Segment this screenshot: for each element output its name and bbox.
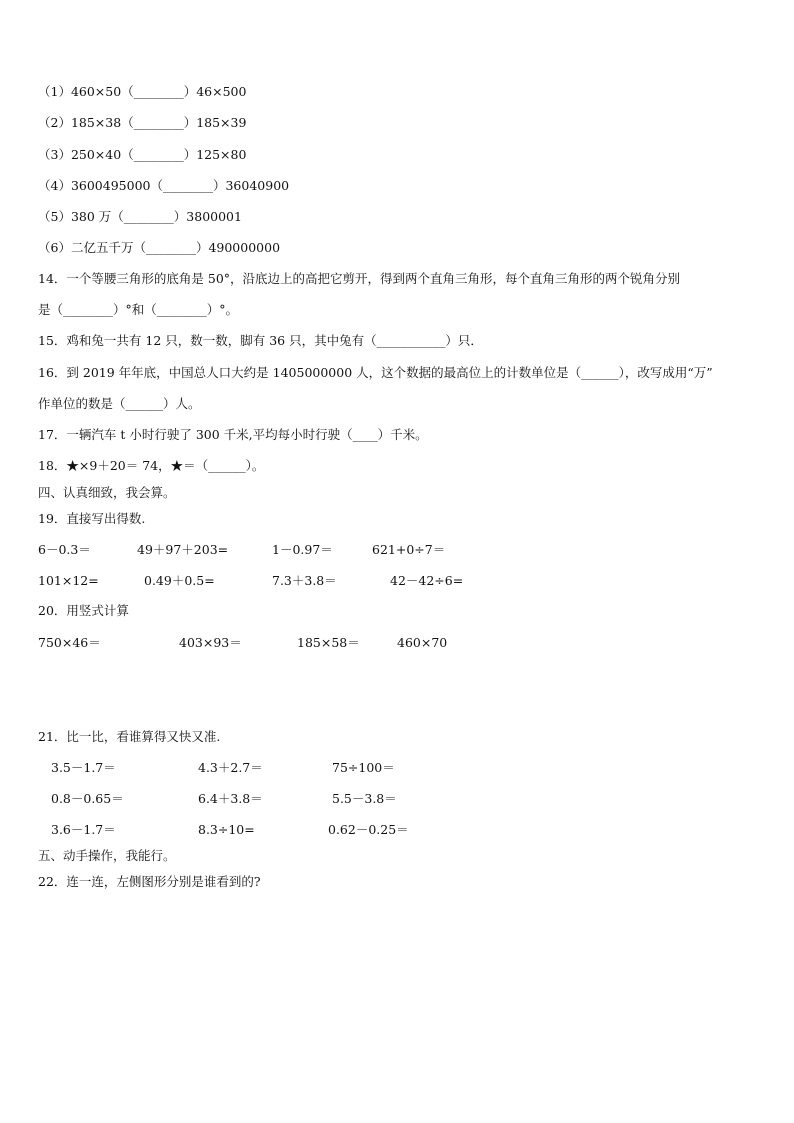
q19-cell: 49＋97＋203= — [137, 542, 229, 557]
question-14-line-2: 是（________）°和（________）°。 — [38, 302, 239, 317]
q19-cell: 101×12= — [38, 573, 99, 588]
q20-item: 750×46＝ — [38, 635, 101, 650]
q20-item: 460×70 — [397, 635, 448, 650]
q21-cell: 75÷100＝ — [332, 760, 395, 775]
q21-cell: 4.3＋2.7＝ — [198, 760, 263, 775]
q19-cell: 1－0.97＝ — [272, 542, 333, 557]
q21-cell: 8.3÷10= — [198, 822, 255, 837]
q21-cell: 0.62－0.25＝ — [328, 822, 409, 837]
question-22: 22．连一连，左侧图形分别是谁看到的? — [38, 874, 261, 889]
q19-cell: 7.3＋3.8＝ — [272, 573, 337, 588]
q21-cell: 6.4＋3.8＝ — [198, 791, 263, 806]
q21-cell: 3.5－1.7＝ — [51, 760, 116, 775]
question-14-line-1: 14．一个等腰三角形的底角是 50°，沿底边上的高把它剪开，得到两个直角三角形，每个直角三角形的两个锐角分别 — [38, 271, 681, 286]
q21-cell: 5.5－3.8＝ — [332, 791, 397, 806]
q19-cell: 0.49＋0.5= — [144, 573, 215, 588]
question-19-title: 19．直接写出得数. — [38, 511, 146, 526]
q19-cell: 42－42÷6= — [390, 573, 464, 588]
q19-cell: 6－0.3＝ — [38, 542, 91, 557]
question-20-title: 20．用竖式计算 — [38, 603, 129, 618]
q21-cell: 3.6－1.7＝ — [51, 822, 116, 837]
q20-item: 185×58＝ — [297, 635, 360, 650]
compare-item-3: （3）250×40（________）125×80 — [38, 147, 247, 162]
compare-item-6: （6）二亿五千万（________）490000000 — [38, 240, 281, 255]
compare-item-2: （2）185×38（________）185×39 — [38, 115, 247, 130]
q20-item: 403×93＝ — [179, 635, 242, 650]
question-15: 15．鸡和兔一共有 12 只，数一数，脚有 36 只，其中兔有（___________）只． — [38, 333, 483, 348]
question-16-line-2: 作单位的数是（______）人。 — [38, 396, 201, 411]
q21-cell: 0.8－0.65＝ — [51, 791, 124, 806]
compare-item-5: （5）380 万（________）3800001 — [38, 209, 242, 224]
q19-cell: 621+0÷7＝ — [372, 542, 446, 557]
section-4-heading: 四、认真细致，我会算。 — [38, 485, 176, 500]
question-21-title: 21．比一比，看谁算得又快又准. — [38, 729, 221, 744]
compare-item-1: （1）460×50（________）46×500 — [38, 84, 247, 99]
question-18: 18．★×9＋20＝ 74，★＝（______）。 — [38, 458, 265, 473]
compare-item-4: （4）3600495000（________）36040900 — [38, 178, 290, 193]
question-16-line-1: 16．到 2019 年年底，中国总人口大约是 1405000000 人，这个数据的最高位上的计数单位是（______），改写成用“万” — [38, 365, 713, 380]
section-5-heading: 五、动手操作，我能行。 — [38, 848, 176, 863]
question-17: 17．一辆汽车 t 小时行驶了 300 千米,平均每小时行驶（____）千米。 — [38, 427, 428, 442]
